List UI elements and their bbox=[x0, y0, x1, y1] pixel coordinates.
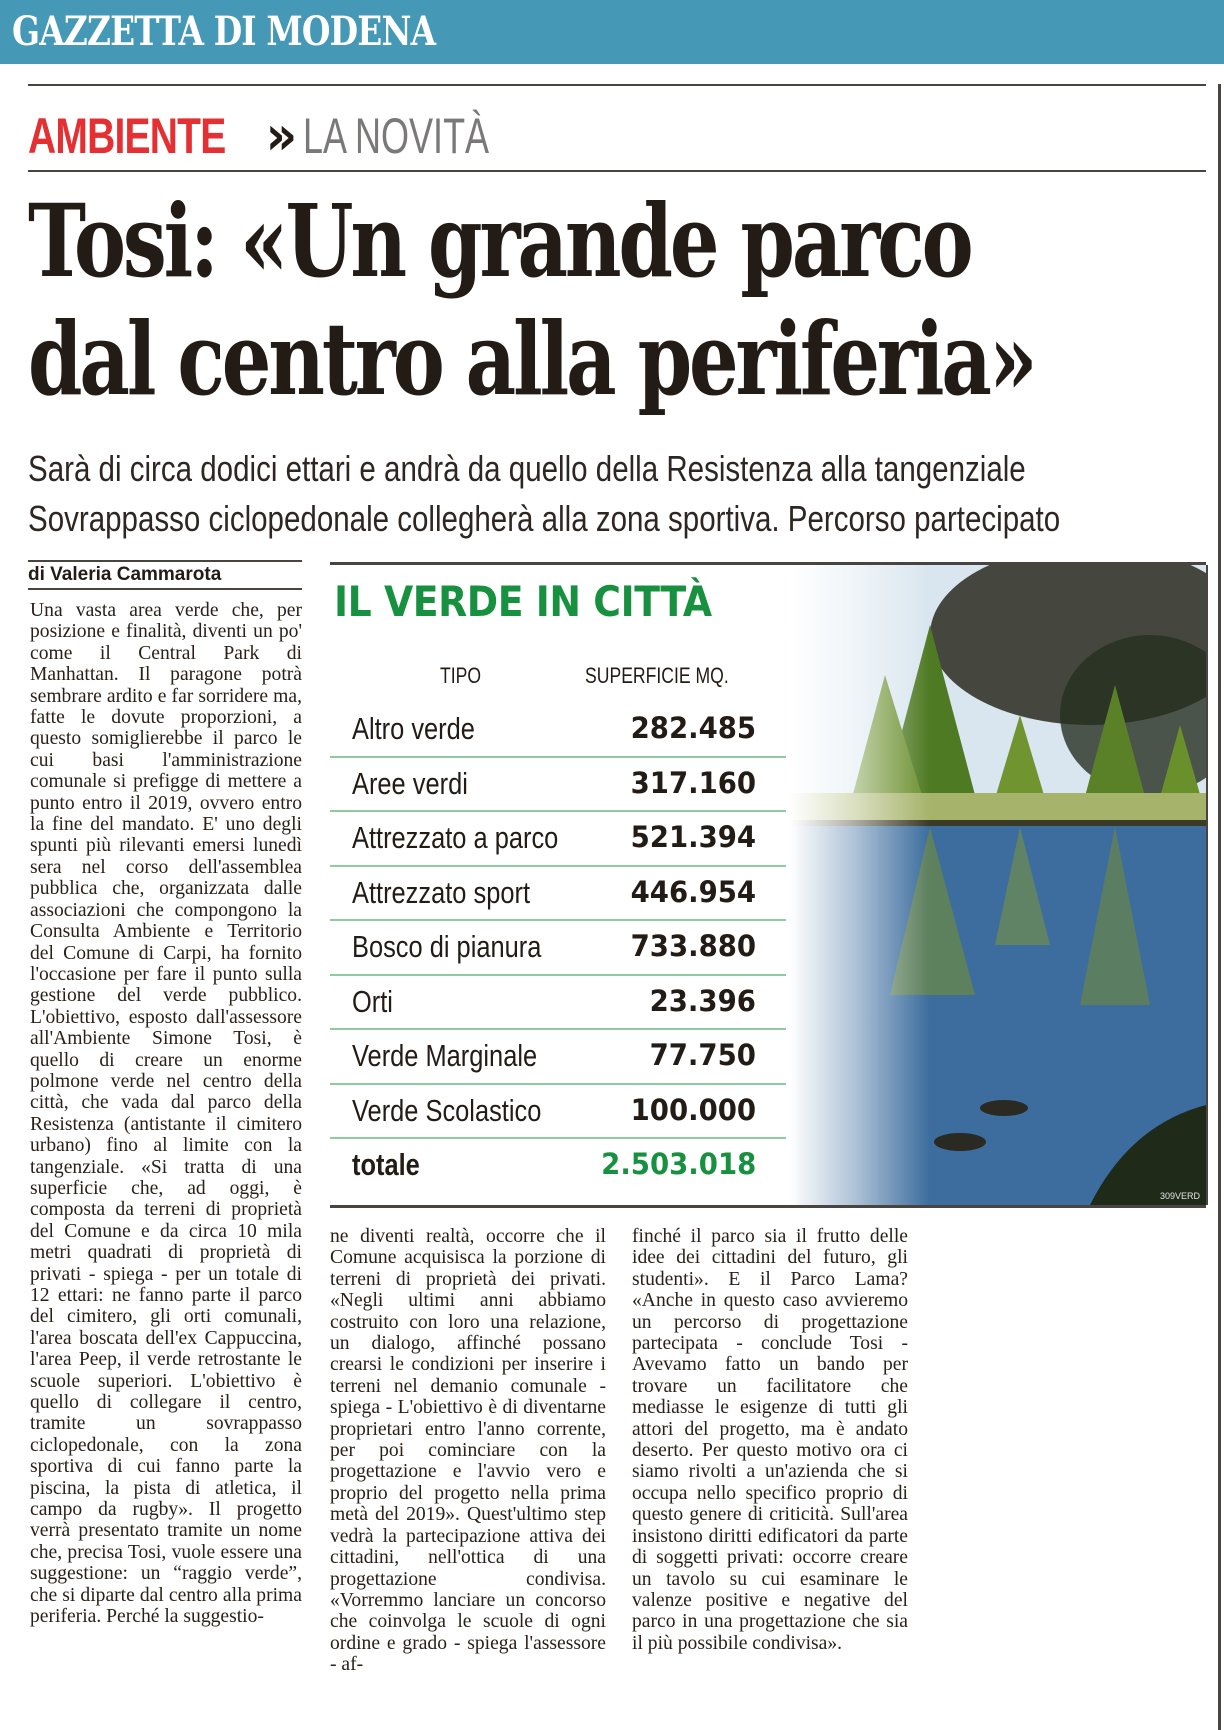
topic-label: LA NOVITÀ bbox=[302, 108, 489, 164]
green-area-table bbox=[330, 703, 786, 1192]
total-label: totale bbox=[352, 1147, 420, 1182]
total-value: 2.503.018 bbox=[600, 1147, 756, 1181]
article-column-1 bbox=[30, 600, 302, 1628]
row-label: Verde Scolastico bbox=[352, 1092, 542, 1128]
table-row bbox=[330, 758, 786, 813]
article-column-2 bbox=[330, 1226, 606, 1676]
row-label: Orti bbox=[352, 983, 393, 1019]
duck bbox=[934, 1133, 986, 1151]
article-text: finché il parco sia il frutto delle idee dei cittadini del futuro, gli studenti». E il Parco Lama? «Anche in questo caso avvieremo un percorso di progettazione partecipata - conclude Tosi - Avevamo fatto un bando per trovare un facilitatore che mediasse le esigenze di tutti gli attori del progetto, ma è andato deserto. Per questo motivo ora ci siamo rivolti a un'azienda che si occupa nello specifico proprio di questo genere di criticità. Sull'area insistono diritti edificatori da parte di soggetti privati: occorre creare un tavolo su cui esaminare le valenze positive e negative del parco in una progettazione che sia il più possibile condivisa». bbox=[632, 1226, 908, 1654]
headline bbox=[28, 182, 1218, 418]
subhead-line-1: Sarà di circa dodici ettari e andrà da quello della Resistenza alla tangenziale bbox=[28, 448, 1026, 489]
article-text: Una vasta area verde che, per posizione e finalità, diventi un po' come il Central Park di Manhattan. Il paragone potrà sembrare ardito e far sorridere ma, fatte le dovute proporzioni, a questo somiglierebbe il parco le cui basi l'amministrazione comunale si prefigge di mettere a punto entro il 2019, ovvero entro la fine del mandato. E' uno degli spunti più rilevanti emersi lunedì sera nel corso dell'assemblea pubblica che, organizzata dalle associazioni che compongono la Consulta Ambiente e Territorio del Comune di Carpi, ha fornito l'occasione per fare il punto sulla gestione del verde pubblico. L'obiettivo, esposto dall'assessore all'Ambiente Simone Tosi, è quello di creare un enorme polmone verde nel centro della città, che vada dal parco della Resistenza (antistante il cimitero urbano) fino al limite con la tangenziale. «Si tratta di una superficie che, ad oggi, è composta da terreni di proprietà del Comune e da circa 10 mila metri quadrati di proprietà di privati - spiega - per un totale di 12 ettari: ne fanno parte il parco del cimitero, gli orti comunali, l'area boscata dell'ex Cappuccina, l'area Peep, il verde retrostante le scuole superiori. L'obiettivo è quello di collegare il centro, tramite un sovrappasso ciclopedonale, con la zona sportiva di cui fanno parte la piscina, la pista di atletica, il campo da rugby». Il progetto verrà presentato tramite un nome che, precisa Tosi, vuole essere una suggestione: un “raggio verde”, che si diparte dal centro alla prima periferia. Perché la suggestio- bbox=[30, 600, 302, 1628]
newspaper-logo: GAZZETTA DI MODENA bbox=[12, 8, 436, 55]
table-row bbox=[330, 867, 786, 922]
photo-credit: 309VERD bbox=[1159, 1191, 1200, 1201]
subheadline bbox=[28, 444, 1218, 544]
headline-line-2: dal centro alla periferia» bbox=[28, 300, 1035, 418]
duck bbox=[980, 1100, 1028, 1116]
row-value: 521.394 bbox=[630, 820, 756, 854]
masthead bbox=[0, 0, 1224, 64]
row-label: Attrezzato a parco bbox=[352, 820, 559, 855]
row-value: 77.750 bbox=[649, 1038, 756, 1072]
column-header-area: SUPERFICIE MQ. bbox=[585, 663, 729, 688]
table-header bbox=[330, 663, 790, 693]
row-label: Attrezzato sport bbox=[352, 874, 531, 910]
row-label: Verde Marginale bbox=[352, 1038, 538, 1073]
byline: di Valeria Cammarota bbox=[28, 560, 302, 590]
table-row bbox=[330, 812, 786, 867]
article-column-3 bbox=[632, 1226, 908, 1654]
park-lake-photo bbox=[790, 565, 1208, 1205]
table-total-row bbox=[330, 1139, 786, 1192]
row-label: Aree verdi bbox=[352, 765, 468, 801]
row-value: 733.880 bbox=[630, 929, 756, 963]
table-row bbox=[330, 1030, 786, 1085]
row-value: 23.396 bbox=[649, 983, 756, 1018]
row-label: Altro verde bbox=[352, 711, 475, 746]
section-label: AMBIENTE bbox=[28, 108, 226, 164]
row-label: Bosco di pianura bbox=[352, 929, 542, 964]
section-kicker bbox=[28, 106, 561, 166]
table-row bbox=[330, 703, 786, 758]
photo-fade-overlay bbox=[790, 565, 930, 1205]
column-header-type: TIPO bbox=[440, 663, 482, 688]
double-chevron-icon: » bbox=[265, 104, 298, 167]
subhead-line-2: Sovrappasso ciclopedonale collegherà alla zona sportiva. Percorso partecipato bbox=[28, 498, 1061, 539]
row-value: 100.000 bbox=[630, 1092, 756, 1127]
table-row bbox=[330, 976, 786, 1031]
row-value: 282.485 bbox=[630, 711, 756, 745]
kicker-bottom-rule bbox=[28, 170, 1206, 172]
table-row bbox=[330, 1085, 786, 1140]
kicker-top-rule bbox=[28, 84, 1206, 86]
infobox-green-city bbox=[330, 562, 1206, 1208]
article-text: ne diventi realtà, occorre che il Comune acquisisca la porzione di terreni di proprietà dei privati. «Negli ultimi anni abbiamo costruito con loro una relazione, un dialogo, affinché possano crearsi le condizioni per inserire i terreni nel demanio comunale - spiega - L'obiettivo è di diventarne proprietari entro l'anno corrente, per poi cominciare con la progettazione e l'avvio vero e proprio del progetto nella prima metà del 2019». Quest'ultimo step vedrà la partecipazione attiva dei cittadini, nell'ottica di una progettazione condivisa. «Vorremmo lanciare un concorso che coinvolga le scuole di ogni ordine e grado - spiega l'assessore - af- bbox=[330, 1226, 606, 1676]
page-edge-rule bbox=[1218, 84, 1221, 1730]
table-row bbox=[330, 921, 786, 976]
row-value: 317.160 bbox=[630, 765, 756, 800]
row-value: 446.954 bbox=[630, 874, 756, 909]
headline-line-1: Tosi: «Un grande parco bbox=[28, 182, 971, 300]
infobox-title: IL VERDE IN CITTÀ bbox=[334, 577, 712, 626]
